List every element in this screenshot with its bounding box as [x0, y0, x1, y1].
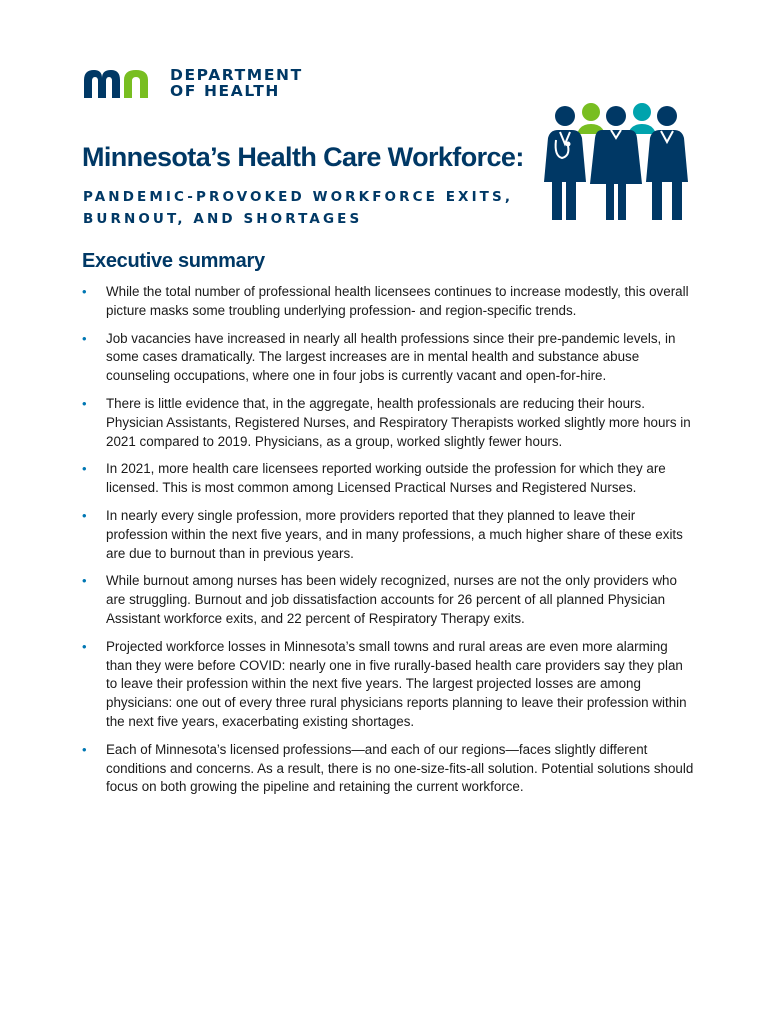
health-care-workers-icon: [536, 100, 694, 226]
bullet-icon: •: [82, 741, 87, 757]
bullet-icon: •: [82, 573, 87, 589]
bullet-text: While burnout among nurses has been widely recognized, nurses are not the only providers who are struggling. Burnout and job dissatisfaction accounts for 26 percent of all planned Physician Assistant workforce exits, and 22 percent of Respiratory Therapy exits.: [106, 573, 677, 626]
page-subtitle: PANDEMIC-PROVOKED WORKFORCE EXITS, BURNOUT, AND SHORTAGES: [83, 189, 514, 227]
list-item: [82, 395, 696, 451]
bullet-text: In nearly every single profession, more providers reported that they planned to leave their profession within the next five years, and in many professions, a much higher share of these exits are due to burnout than in previous years.: [106, 507, 683, 561]
list-item: [82, 330, 696, 386]
section-heading: Executive summary: [82, 250, 265, 272]
bullet-icon: •: [82, 638, 87, 654]
list-item: [82, 460, 696, 498]
bullet-text: Projected workforce losses in Minnesota’s small towns and rural areas are even more alarming than they were before COVID: nearly one in five rurally-based health care providers say they plan to leave their profession within the next five years. The largest projected losses are among physicians: one out of every three rural physicians reports planning to leave their profession within the next five years, exacerbating existing shortages.: [106, 638, 687, 729]
list-item: [82, 638, 696, 732]
mn-logo-mark-icon: [82, 66, 158, 100]
list-item: [82, 283, 696, 321]
bullet-icon: •: [82, 395, 87, 411]
list-item: [82, 507, 696, 563]
bullet-icon: •: [82, 284, 87, 299]
bullet-text: There is little evidence that, in the aggregate, health professionals are reducing their hours. Physician Assistants, Registered Nurses, and Respiratory Therapists worked slightly more hours in 2021 compared to 2019. Physicians, as a group, worked slightly fewer hours.: [106, 395, 691, 449]
list-item: [82, 741, 696, 797]
logo-line-1: DEPARTMENT: [170, 66, 303, 84]
page-title: Minnesota’s Health Care Workforce:: [82, 142, 524, 172]
executive-summary-list: [82, 283, 696, 806]
logo-line-2: OF HEALTH: [170, 82, 280, 100]
bullet-text: Job vacancies have increased in nearly all health professions since their pre-pandemic levels, in some cases dramatically. The largest increases are in mental health and substance abuse counseling occupations, where one in four jobs is currently vacant and open-for-hire.: [106, 330, 676, 384]
list-item: [82, 572, 696, 628]
bullet-icon: •: [82, 461, 87, 477]
bullet-text: Each of Minnesota’s licensed professions—and each of our regions—faces slightly different conditions and concerns. As a result, there is no one-size-fits-all solution. Potential solutions should focus on both growing the pipeline and retaining the current workforce.: [106, 741, 694, 795]
bullet-text: While the total number of professional health licensees continues to increase modestly, this overall picture masks some troubling underlying profession- and region-specific trends.: [106, 284, 689, 318]
department-of-health-logo: [82, 66, 303, 100]
logo-wordmark: [170, 67, 303, 99]
bullet-icon: •: [82, 507, 87, 523]
bullet-icon: •: [82, 330, 87, 346]
bullet-text: In 2021, more health care licensees reported working outside the profession for which they are licensed. This is most common among Licensed Practical Nurses and Registered Nurses.: [106, 461, 666, 496]
